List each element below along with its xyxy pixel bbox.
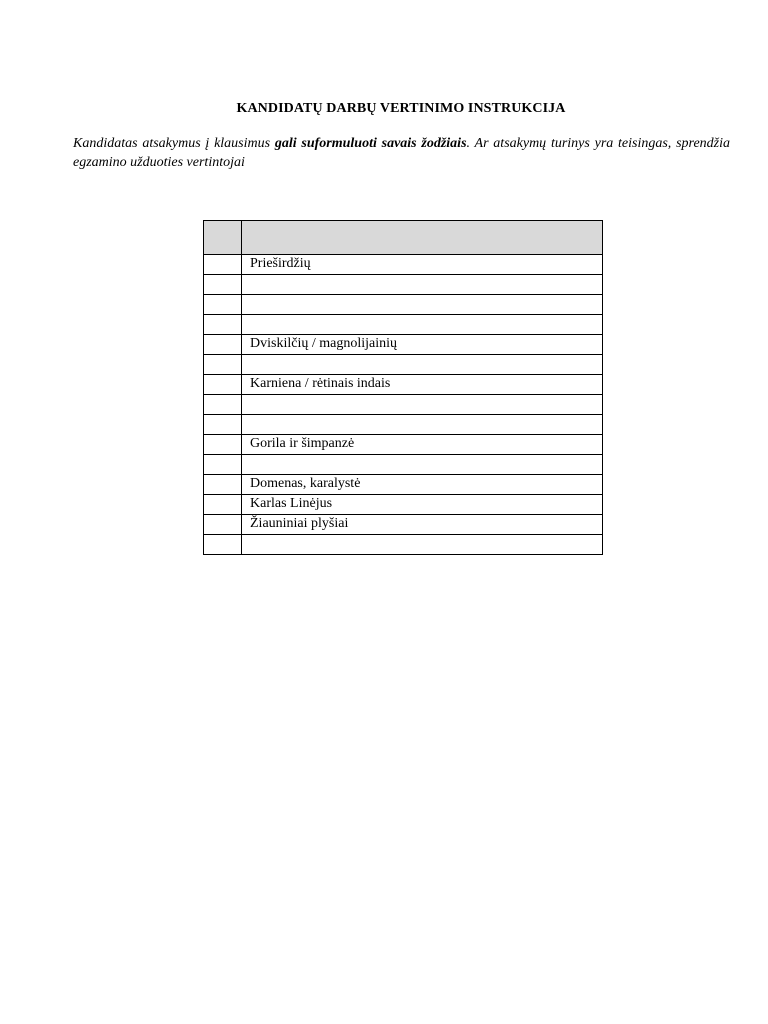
- instruction-paragraph: [73, 134, 730, 172]
- row-number-cell: [204, 435, 242, 455]
- answer-cell: Prieširdžių: [242, 255, 603, 275]
- row-number-cell: [204, 295, 242, 315]
- table-row: [204, 455, 603, 475]
- table-header-row: [204, 221, 603, 255]
- table-row: [204, 295, 603, 315]
- table-row: [204, 375, 603, 395]
- table-row: [204, 435, 603, 455]
- answer-cell: Žiauniniai plyšiai: [242, 515, 603, 535]
- instruction-text-start: Kandidatas atsakymus į klausimus: [73, 136, 275, 151]
- answer-cell: [242, 415, 603, 435]
- answer-cell: [242, 455, 603, 475]
- table-row: [204, 515, 603, 535]
- row-number-cell: [204, 315, 242, 335]
- answers-table-body: [204, 221, 603, 555]
- row-number-cell: [204, 375, 242, 395]
- answer-cell: [242, 295, 603, 315]
- table-row: [204, 255, 603, 275]
- row-number-cell: [204, 535, 242, 555]
- table-row: [204, 535, 603, 555]
- row-number-cell: [204, 415, 242, 435]
- row-number-cell: [204, 275, 242, 295]
- answer-cell: Dviskilčių / magnolijainių: [242, 335, 603, 355]
- document-title: KANDIDATŲ DARBŲ VERTINIMO INSTRUKCIJA: [236, 101, 566, 116]
- answer-cell: Gorila ir šimpanzė: [242, 435, 603, 455]
- answer-cell: [242, 315, 603, 335]
- answer-cell: Karlas Linėjus: [242, 495, 603, 515]
- table-row: [204, 415, 603, 435]
- answer-cell: [242, 355, 603, 375]
- row-number-cell: [204, 515, 242, 535]
- row-number-cell: [204, 355, 242, 375]
- table-row: [204, 495, 603, 515]
- table-row: [204, 355, 603, 375]
- row-number-cell: [204, 395, 242, 415]
- answer-cell: Domenas, karalystė: [242, 475, 603, 495]
- row-number-cell: [204, 475, 242, 495]
- table-row: [204, 475, 603, 495]
- answer-cell: Karniena / rėtinais indais: [242, 375, 603, 395]
- table-row: [204, 335, 603, 355]
- answer-cell: [242, 275, 603, 295]
- header-cell-answer: [242, 221, 603, 255]
- instruction-emphasis: gali suformuluoti savais žodžiais: [274, 136, 467, 151]
- answers-table: [203, 220, 603, 555]
- table-row: [204, 275, 603, 295]
- row-number-cell: [204, 255, 242, 275]
- table-row: [204, 395, 603, 415]
- answer-cell: [242, 535, 603, 555]
- row-number-cell: [204, 335, 242, 355]
- table-row: [204, 315, 603, 335]
- row-number-cell: [204, 495, 242, 515]
- row-number-cell: [204, 455, 242, 475]
- header-cell-number: [204, 221, 242, 255]
- instruction-text-end: . Ar atsakymų turinys yra teisingas, sprendžia egzamino užduoties vertintojai: [73, 136, 731, 170]
- answer-cell: [242, 395, 603, 415]
